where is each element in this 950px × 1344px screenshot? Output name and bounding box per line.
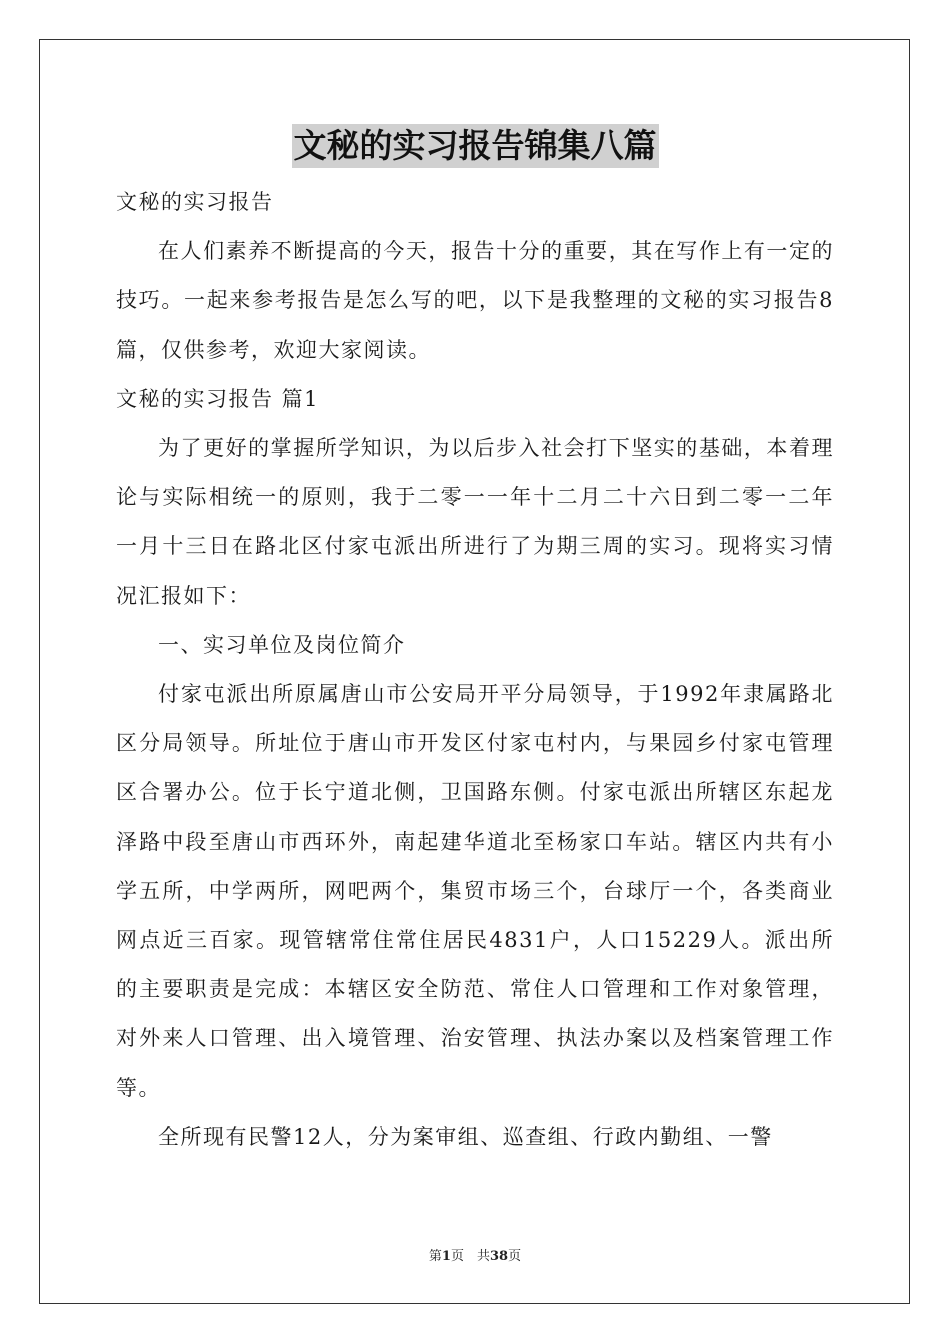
paragraph-3: 为了更好的掌握所学知识，为以后步入社会打下坚实的基础，本着理论与实际相统一的原则，我于二零一一年十二月二十六日到二零一二年一月十三日在路北区付家屯派出所进行了为期三周的实习。现将实习情况汇报如下： — [116, 436, 834, 608]
footer-mid: 页 共 — [450, 1249, 490, 1264]
paragraph-5: 付家屯派出所原属唐山市公安局开平分局领导，于1992年隶属路北区分局领导。所址位于唐山市开发区付家屯村内，与果园乡付家屯管理区合署办公。位于长宁道北侧，卫国路东侧。付家屯派出所辖区东起龙泽路中段至唐山市西环外，南起建华道北至杨家口车站。辖区内共有小学五所，中学两所，网吧两个，集贸市场三个，台球厅一个，各类商业网点近三百家。现管辖常住常住居民4831户，人口15229人。派出所的主要职责是完成：本辖区安全防范、常住人口管理和工作对象管理，对外来人口管理、出入境管理、治安管理、执法办案以及档案管理工作等。 — [116, 682, 834, 1100]
paragraph-1: 在人们素养不断提高的今天，报告十分的重要，其在写作上有一定的技巧。一起来参考报告是怎么写的吧，以下是我整理的文秘的实习报告8篇，仅供参考，欢迎大家阅读。 — [116, 239, 834, 362]
document-body — [116, 178, 834, 1162]
footer-page-current: 1 — [441, 1249, 451, 1264]
title-wrap — [0, 124, 950, 168]
footer-suffix: 页 — [508, 1249, 522, 1264]
paragraph-2: 文秘的实习报告 篇1 — [116, 386, 320, 411]
footer-page-total: 38 — [489, 1249, 509, 1264]
document-title: 文秘的实习报告锦集八篇 — [292, 124, 659, 168]
paragraph-0: 文秘的实习报告 — [116, 190, 274, 214]
page-footer — [0, 1248, 950, 1266]
footer-prefix: 第 — [428, 1249, 442, 1264]
paragraph-4: 一、实习单位及岗位简介 — [158, 632, 406, 657]
paragraph-6: 全所现有民警12人，分为案审组、巡查组、行政内勤组、一警 — [158, 1124, 773, 1149]
